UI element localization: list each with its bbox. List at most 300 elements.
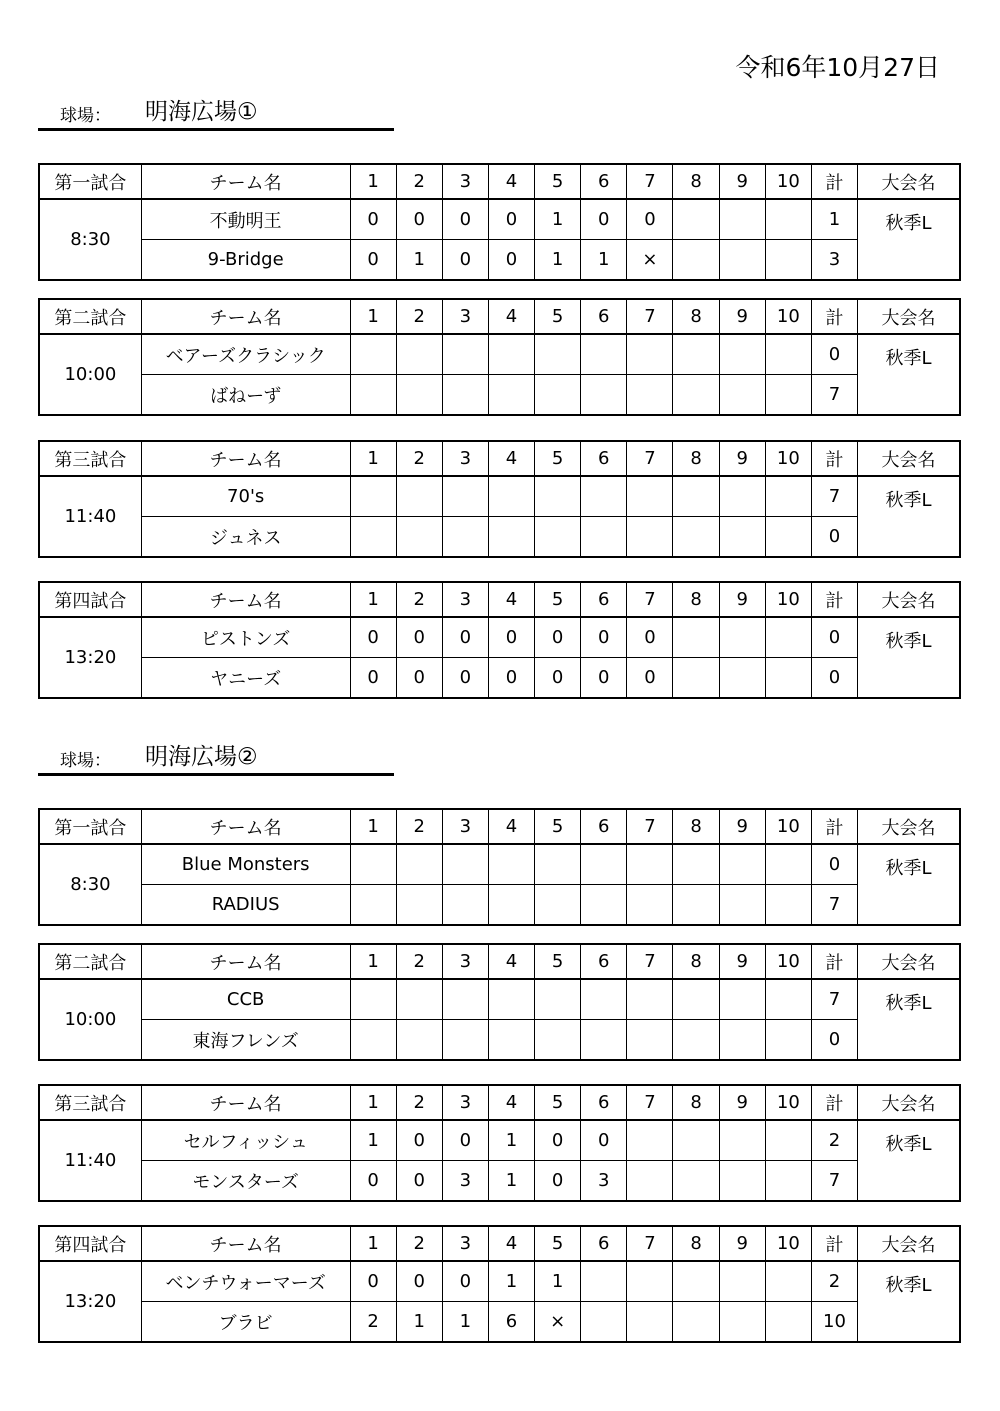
tournament-header: 大会名: [858, 582, 960, 617]
team-column-header: チーム名: [141, 441, 350, 476]
tournament-header: 大会名: [858, 809, 960, 844]
inning-score: [673, 885, 719, 926]
scoreboard-table: [38, 581, 961, 699]
inning-header: 2: [396, 164, 442, 199]
tournament-name: 秋季L: [858, 476, 960, 557]
inning-score: [765, 979, 811, 1020]
total-score: 7: [811, 979, 857, 1020]
start-time: 8:30: [39, 199, 141, 280]
inning-header: 1: [350, 1085, 396, 1120]
inning-score: [673, 658, 719, 699]
inning-score: [673, 1161, 719, 1202]
inning-score: [627, 1261, 673, 1302]
total-score: 7: [811, 1161, 857, 1202]
inning-score: [442, 476, 488, 517]
inning-score: [581, 1302, 627, 1343]
inning-score: 0: [581, 617, 627, 658]
inning-score: 3: [581, 1161, 627, 1202]
team-row: [39, 199, 960, 240]
inning-score: [581, 334, 627, 375]
inning-score: 0: [627, 658, 673, 699]
game-number: 第一試合: [39, 809, 141, 844]
team-column-header: チーム名: [141, 809, 350, 844]
total-header: 計: [811, 809, 857, 844]
inning-header: 5: [535, 944, 581, 979]
venue-heading-1: [38, 95, 394, 131]
team-row: [39, 1020, 960, 1061]
inning-score: [442, 334, 488, 375]
inning-score: 6: [488, 1302, 534, 1343]
inning-score: [765, 617, 811, 658]
inning-header: 1: [350, 164, 396, 199]
inning-score: [719, 1302, 765, 1343]
team-name: セルフィッシュ: [141, 1120, 350, 1161]
inning-score: 0: [488, 658, 534, 699]
inning-score: [765, 517, 811, 558]
inning-score: [442, 844, 488, 885]
scoreboard-table: [38, 440, 961, 558]
inning-score: [765, 240, 811, 281]
inning-header: 5: [535, 299, 581, 334]
team-name: Blue Monsters: [141, 844, 350, 885]
inning-score: 0: [442, 240, 488, 281]
team-row: [39, 1161, 960, 1202]
inning-header: 10: [765, 441, 811, 476]
team-name: ばねーず: [141, 375, 350, 416]
header-row: [39, 809, 960, 844]
inning-score: [488, 375, 534, 416]
inning-score: [673, 979, 719, 1020]
team-column-header: チーム名: [141, 164, 350, 199]
team-name: 9-Bridge: [141, 240, 350, 281]
game-number: 第四試合: [39, 1226, 141, 1261]
inning-header: 8: [673, 164, 719, 199]
inning-score: [765, 1120, 811, 1161]
inning-score: [765, 199, 811, 240]
inning-header: 3: [442, 164, 488, 199]
team-column-header: チーム名: [141, 582, 350, 617]
inning-score: 1: [535, 199, 581, 240]
start-time: 11:40: [39, 476, 141, 557]
inning-header: 8: [673, 944, 719, 979]
total-score: 0: [811, 334, 857, 375]
inning-score: 0: [396, 617, 442, 658]
inning-header: 8: [673, 582, 719, 617]
inning-score: [765, 885, 811, 926]
header-row: [39, 582, 960, 617]
inning-score: [765, 1020, 811, 1061]
inning-score: [719, 375, 765, 416]
inning-score: [488, 334, 534, 375]
team-row: [39, 1261, 960, 1302]
inning-score: [581, 476, 627, 517]
tournament-header: 大会名: [858, 164, 960, 199]
inning-score: [442, 1020, 488, 1061]
tournament-header: 大会名: [858, 1085, 960, 1120]
inning-header: 4: [488, 1226, 534, 1261]
inning-header: 7: [627, 944, 673, 979]
game-number: 第三試合: [39, 441, 141, 476]
team-name: モンスターズ: [141, 1161, 350, 1202]
inning-header: 8: [673, 1226, 719, 1261]
inning-header: 6: [581, 809, 627, 844]
inning-score: [350, 1020, 396, 1061]
inning-header: 2: [396, 299, 442, 334]
inning-score: 1: [350, 1120, 396, 1161]
tournament-name: 秋季L: [858, 1120, 960, 1201]
inning-score: 0: [396, 658, 442, 699]
tournament-header: 大会名: [858, 944, 960, 979]
inning-score: [535, 844, 581, 885]
start-time: 13:20: [39, 617, 141, 698]
inning-score: 0: [535, 617, 581, 658]
inning-score: 0: [627, 617, 673, 658]
header-row: [39, 299, 960, 334]
inning-score: 0: [442, 658, 488, 699]
inning-score: [396, 979, 442, 1020]
inning-score: [627, 1302, 673, 1343]
inning-header: 5: [535, 582, 581, 617]
inning-score: [719, 658, 765, 699]
game-number: 第二試合: [39, 944, 141, 979]
inning-score: 1: [488, 1120, 534, 1161]
inning-score: [673, 240, 719, 281]
inning-header: 5: [535, 441, 581, 476]
inning-score: [535, 1020, 581, 1061]
inning-score: 1: [535, 240, 581, 281]
inning-score: [673, 375, 719, 416]
inning-score: [719, 1161, 765, 1202]
tournament-header: 大会名: [858, 299, 960, 334]
total-score: 0: [811, 1020, 857, 1061]
inning-score: [627, 375, 673, 416]
inning-score: [535, 476, 581, 517]
total-header: 計: [811, 1226, 857, 1261]
inning-header: 6: [581, 1226, 627, 1261]
inning-score: 0: [396, 1161, 442, 1202]
inning-header: 9: [719, 944, 765, 979]
inning-header: 1: [350, 299, 396, 334]
team-row: [39, 885, 960, 926]
inning-score: 1: [581, 240, 627, 281]
inning-header: 7: [627, 582, 673, 617]
tournament-name: 秋季L: [858, 199, 960, 280]
inning-header: 4: [488, 809, 534, 844]
team-name: RADIUS: [141, 885, 350, 926]
total-header: 計: [811, 944, 857, 979]
inning-score: 1: [396, 240, 442, 281]
inning-header: 5: [535, 164, 581, 199]
inning-header: 2: [396, 1085, 442, 1120]
inning-score: [719, 334, 765, 375]
inning-score: [442, 517, 488, 558]
inning-score: 0: [581, 658, 627, 699]
inning-header: 7: [627, 1085, 673, 1120]
inning-score: [396, 334, 442, 375]
team-row: [39, 375, 960, 416]
game-number: 第一試合: [39, 164, 141, 199]
tournament-name: 秋季L: [858, 334, 960, 415]
venue-heading-2: [38, 740, 394, 776]
start-time: 10:00: [39, 334, 141, 415]
inning-header: 10: [765, 1226, 811, 1261]
inning-score: [396, 885, 442, 926]
inning-score: 0: [442, 1261, 488, 1302]
tournament-name: 秋季L: [858, 844, 960, 925]
inning-header: 3: [442, 1085, 488, 1120]
team-name: 70's: [141, 476, 350, 517]
tournament-name: 秋季L: [858, 1261, 960, 1342]
inning-header: 8: [673, 299, 719, 334]
game-number: 第三試合: [39, 1085, 141, 1120]
inning-header: 1: [350, 944, 396, 979]
team-name: ピストンズ: [141, 617, 350, 658]
inning-score: 0: [396, 199, 442, 240]
inning-score: [442, 979, 488, 1020]
venue-name: 明海広場①: [145, 99, 258, 125]
inning-score: [673, 334, 719, 375]
venue-label: 球場：: [60, 106, 111, 126]
inning-score: 0: [581, 1120, 627, 1161]
start-time: 8:30: [39, 844, 141, 925]
team-name: ブラビ: [141, 1302, 350, 1343]
total-score: 0: [811, 517, 857, 558]
inning-score: 1: [396, 1302, 442, 1343]
inning-score: 0: [535, 1120, 581, 1161]
inning-header: 8: [673, 441, 719, 476]
inning-score: [627, 517, 673, 558]
inning-score: [673, 1020, 719, 1061]
team-name: ヤニーズ: [141, 658, 350, 699]
total-score: 0: [811, 617, 857, 658]
inning-score: 0: [350, 1161, 396, 1202]
inning-score: [627, 1161, 673, 1202]
inning-score: [627, 979, 673, 1020]
inning-score: [488, 517, 534, 558]
inning-header: 1: [350, 441, 396, 476]
inning-score: 0: [627, 199, 673, 240]
total-score: 7: [811, 476, 857, 517]
game-number: 第二試合: [39, 299, 141, 334]
inning-header: 6: [581, 1085, 627, 1120]
inning-score: [719, 199, 765, 240]
team-name: 東海フレンズ: [141, 1020, 350, 1061]
inning-score: [350, 375, 396, 416]
inning-header: 9: [719, 299, 765, 334]
team-row: [39, 1120, 960, 1161]
inning-score: 0: [488, 240, 534, 281]
scoreboard-table: [38, 298, 961, 416]
start-time: 10:00: [39, 979, 141, 1060]
inning-score: 0: [350, 240, 396, 281]
inning-score: [581, 517, 627, 558]
inning-score: [396, 1020, 442, 1061]
inning-header: 2: [396, 441, 442, 476]
inning-header: 1: [350, 809, 396, 844]
tournament-name: 秋季L: [858, 979, 960, 1060]
inning-header: 1: [350, 1226, 396, 1261]
inning-score: [673, 1120, 719, 1161]
inning-header: 9: [719, 809, 765, 844]
total-score: 7: [811, 885, 857, 926]
team-name: CCB: [141, 979, 350, 1020]
team-row: [39, 1302, 960, 1343]
inning-header: 3: [442, 441, 488, 476]
inning-score: [581, 1020, 627, 1061]
inning-score: [396, 517, 442, 558]
inning-score: [765, 334, 811, 375]
team-name: ベンチウォーマーズ: [141, 1261, 350, 1302]
inning-score: [719, 240, 765, 281]
inning-score: [673, 617, 719, 658]
inning-score: [627, 885, 673, 926]
inning-score: [627, 334, 673, 375]
inning-score: [350, 979, 396, 1020]
inning-header: 6: [581, 299, 627, 334]
team-name: ベアーズクラシック: [141, 334, 350, 375]
inning-score: [719, 517, 765, 558]
total-header: 計: [811, 299, 857, 334]
scoreboard-table: [38, 808, 961, 926]
total-score: 0: [811, 658, 857, 699]
team-row: [39, 517, 960, 558]
inning-header: 2: [396, 944, 442, 979]
inning-header: 10: [765, 1085, 811, 1120]
inning-score: [765, 1161, 811, 1202]
total-score: 2: [811, 1120, 857, 1161]
team-name: ジュネス: [141, 517, 350, 558]
inning-score: 2: [350, 1302, 396, 1343]
inning-score: [765, 375, 811, 416]
inning-score: [535, 517, 581, 558]
team-column-header: チーム名: [141, 944, 350, 979]
inning-score: 0: [396, 1261, 442, 1302]
inning-score: [535, 979, 581, 1020]
inning-score: 3: [442, 1161, 488, 1202]
venue-label: 球場：: [60, 751, 111, 771]
inning-header: 7: [627, 299, 673, 334]
team-row: [39, 240, 960, 281]
inning-score: 1: [442, 1302, 488, 1343]
inning-score: 0: [488, 199, 534, 240]
inning-score: [673, 199, 719, 240]
total-header: 計: [811, 1085, 857, 1120]
inning-header: 9: [719, 164, 765, 199]
inning-header: 10: [765, 582, 811, 617]
inning-header: 10: [765, 809, 811, 844]
inning-score: [765, 844, 811, 885]
inning-score: ×: [627, 240, 673, 281]
inning-score: [673, 844, 719, 885]
inning-score: [765, 1261, 811, 1302]
inning-header: 9: [719, 441, 765, 476]
inning-score: [719, 1261, 765, 1302]
inning-score: [719, 1120, 765, 1161]
inning-score: ×: [535, 1302, 581, 1343]
inning-header: 3: [442, 299, 488, 334]
inning-score: 0: [350, 658, 396, 699]
inning-score: 0: [350, 617, 396, 658]
total-header: 計: [811, 164, 857, 199]
inning-header: 1: [350, 582, 396, 617]
inning-score: [488, 1020, 534, 1061]
team-row: [39, 844, 960, 885]
inning-header: 6: [581, 582, 627, 617]
total-score: 7: [811, 375, 857, 416]
inning-score: [535, 885, 581, 926]
team-row: [39, 979, 960, 1020]
inning-score: [396, 375, 442, 416]
inning-score: [673, 476, 719, 517]
inning-score: [627, 1120, 673, 1161]
inning-score: [488, 979, 534, 1020]
inning-header: 5: [535, 1085, 581, 1120]
inning-header: 9: [719, 582, 765, 617]
inning-score: [765, 1302, 811, 1343]
inning-score: [581, 885, 627, 926]
inning-header: 2: [396, 582, 442, 617]
inning-header: 6: [581, 441, 627, 476]
scoreboard-table: [38, 943, 961, 1061]
inning-score: [396, 476, 442, 517]
inning-header: 8: [673, 1085, 719, 1120]
header-row: [39, 944, 960, 979]
inning-score: [581, 1261, 627, 1302]
inning-header: 6: [581, 164, 627, 199]
header-row: [39, 1085, 960, 1120]
total-score: 2: [811, 1261, 857, 1302]
inning-score: [535, 334, 581, 375]
inning-header: 3: [442, 944, 488, 979]
scoreboard-table: [38, 1225, 961, 1343]
inning-score: [535, 375, 581, 416]
game-number: 第四試合: [39, 582, 141, 617]
inning-score: [581, 979, 627, 1020]
inning-score: [350, 844, 396, 885]
header-row: [39, 164, 960, 199]
inning-score: [719, 885, 765, 926]
inning-header: 5: [535, 1226, 581, 1261]
tournament-header: 大会名: [858, 441, 960, 476]
inning-score: 1: [488, 1261, 534, 1302]
inning-header: 4: [488, 582, 534, 617]
inning-score: [765, 476, 811, 517]
total-score: 0: [811, 844, 857, 885]
inning-score: [719, 476, 765, 517]
inning-header: 3: [442, 809, 488, 844]
header-row: [39, 441, 960, 476]
team-column-header: チーム名: [141, 299, 350, 334]
inning-header: 6: [581, 944, 627, 979]
total-score: 10: [811, 1302, 857, 1343]
inning-score: 0: [350, 1261, 396, 1302]
inning-score: [350, 517, 396, 558]
total-score: 1: [811, 199, 857, 240]
inning-header: 3: [442, 1226, 488, 1261]
inning-score: 0: [442, 199, 488, 240]
inning-header: 4: [488, 164, 534, 199]
inning-score: 0: [396, 1120, 442, 1161]
inning-header: 10: [765, 164, 811, 199]
inning-score: 1: [535, 1261, 581, 1302]
inning-score: 0: [581, 199, 627, 240]
inning-score: [627, 476, 673, 517]
inning-header: 4: [488, 441, 534, 476]
inning-score: [488, 844, 534, 885]
team-column-header: チーム名: [141, 1226, 350, 1261]
team-name: 不動明王: [141, 199, 350, 240]
inning-score: [673, 1261, 719, 1302]
